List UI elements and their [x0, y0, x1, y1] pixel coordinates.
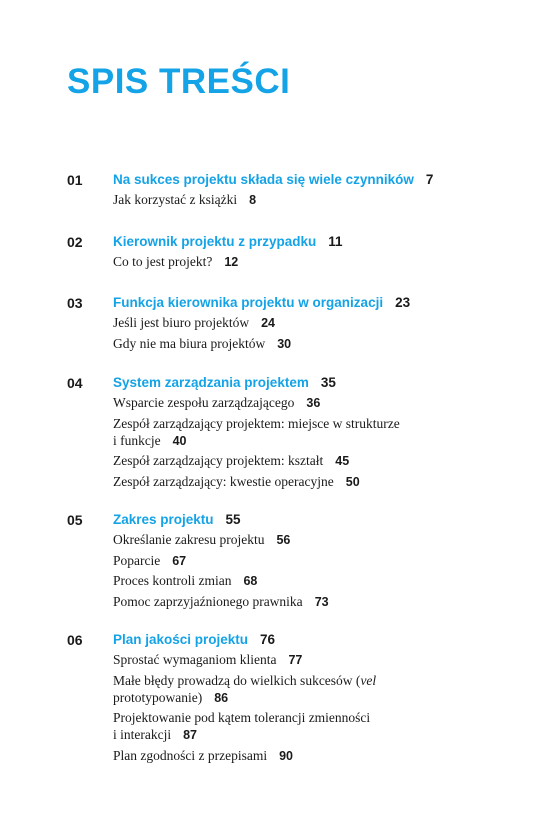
- chapter-number: 06: [67, 632, 83, 648]
- section-entry[interactable]: [113, 191, 473, 209]
- chapter-title: Funkcja kierownika projektu w organizacji: [113, 295, 384, 310]
- chapter-number: 01: [67, 172, 83, 188]
- chapter-title: Zakres projektu: [113, 512, 214, 527]
- section-page-number: 90: [279, 748, 293, 763]
- section-title-line: Proces kontroli zmian: [113, 573, 232, 588]
- section-entry[interactable]: [113, 552, 473, 570]
- section-page-number: 12: [224, 255, 239, 269]
- chapter-heading[interactable]: [113, 233, 473, 251]
- section-title-line: Określanie zakresu projektu: [113, 532, 265, 547]
- chapter-title: Na sukces projektu składa się wiele czynników: [113, 172, 414, 187]
- chapter-heading[interactable]: [113, 171, 473, 189]
- chapter-page-number: 76: [260, 632, 276, 647]
- section-title-line: i funkcje: [113, 432, 161, 448]
- chapter-heading[interactable]: [113, 374, 473, 392]
- section-page-number: 77: [288, 653, 303, 667]
- chapter-title: System zarządzania projektem: [113, 375, 309, 390]
- section-title-line: Co to jest projekt?: [113, 254, 213, 269]
- section-entry[interactable]: [113, 593, 473, 611]
- section-title-line: Gdy nie ma biura projektów: [113, 335, 266, 351]
- section-entry[interactable]: [113, 335, 473, 353]
- section-page-number: 87: [183, 728, 198, 742]
- section-title-line: i interakcji: [113, 727, 172, 742]
- section-title-italic: vel: [360, 672, 377, 688]
- chapter-heading[interactable]: [113, 511, 473, 529]
- section-entry[interactable]: [113, 572, 473, 590]
- section-entry[interactable]: [113, 415, 473, 450]
- section-title-line: Jak korzystać z książki: [113, 192, 238, 207]
- chapter-page-number: 23: [395, 295, 411, 310]
- section-page-number: 36: [306, 396, 321, 410]
- page-title: SPIS TREŚCI: [67, 62, 291, 101]
- section-title-line: Zespół zarządzający: kwestie operacyjne: [113, 473, 334, 489]
- section-page-number: 86: [214, 690, 229, 705]
- section-page-number: 30: [277, 336, 292, 351]
- section-page-number: 40: [172, 433, 187, 448]
- section-entry[interactable]: [113, 747, 473, 765]
- section-entry[interactable]: [113, 253, 473, 271]
- chapter-title: Plan jakości projektu: [113, 632, 249, 647]
- section-entry[interactable]: [113, 314, 473, 332]
- section-title-line: Poparcie: [113, 552, 161, 568]
- section-entry[interactable]: [113, 473, 473, 491]
- section-title-line: Sprostać wymaganiom klienta: [113, 652, 277, 667]
- chapter-page-number: 11: [328, 234, 343, 249]
- section-entry[interactable]: [113, 452, 473, 470]
- section-title-line: Pomoc zaprzyjaźnionego prawnika: [113, 593, 303, 609]
- section-entry[interactable]: [113, 651, 473, 669]
- chapter-heading[interactable]: [113, 631, 473, 649]
- section-entry[interactable]: [113, 672, 473, 707]
- section-title-line: Zespół zarządzający projektem: kształt: [113, 453, 324, 468]
- section-page-number: 8: [249, 193, 257, 207]
- chapter-number: 02: [67, 234, 83, 250]
- chapter-number: 04: [67, 375, 83, 391]
- section-title-line: prototypowanie): [113, 689, 203, 705]
- chapter-number: 05: [67, 512, 83, 528]
- section-title-line: Zespół zarządzający projektem: miejsce w strukturze: [113, 415, 400, 431]
- section-title-line: Jeśli jest biuro projektów: [113, 315, 250, 330]
- chapter-page-number: 35: [320, 375, 336, 390]
- chapter-number: 03: [67, 295, 83, 311]
- section-page-number: 24: [261, 316, 276, 330]
- section-page-number: 50: [345, 474, 360, 489]
- section-title-line: Projektowanie pod kątem tolerancji zmienności: [113, 710, 371, 725]
- chapter-page-number: 7: [425, 172, 434, 187]
- section-entry[interactable]: [113, 394, 473, 412]
- chapter-heading[interactable]: [113, 294, 473, 312]
- section-page-number: 73: [314, 594, 329, 609]
- section-page-number: 56: [276, 533, 291, 547]
- section-title-line: Plan zgodności z przepisami: [113, 747, 268, 763]
- section-entry[interactable]: [113, 709, 473, 744]
- section-entry[interactable]: [113, 531, 473, 549]
- chapter-page-number: 55: [225, 512, 241, 527]
- chapter-title: Kierownik projektu z przypadku: [113, 234, 317, 249]
- section-page-number: 67: [172, 553, 187, 568]
- section-page-number: 45: [335, 454, 350, 468]
- section-title-line: Wsparcie zespołu zarządzającego: [113, 395, 295, 410]
- section-page-number: 68: [243, 574, 258, 588]
- section-title-line: Małe błędy prowadzą do wielkich sukcesów (: [113, 672, 361, 688]
